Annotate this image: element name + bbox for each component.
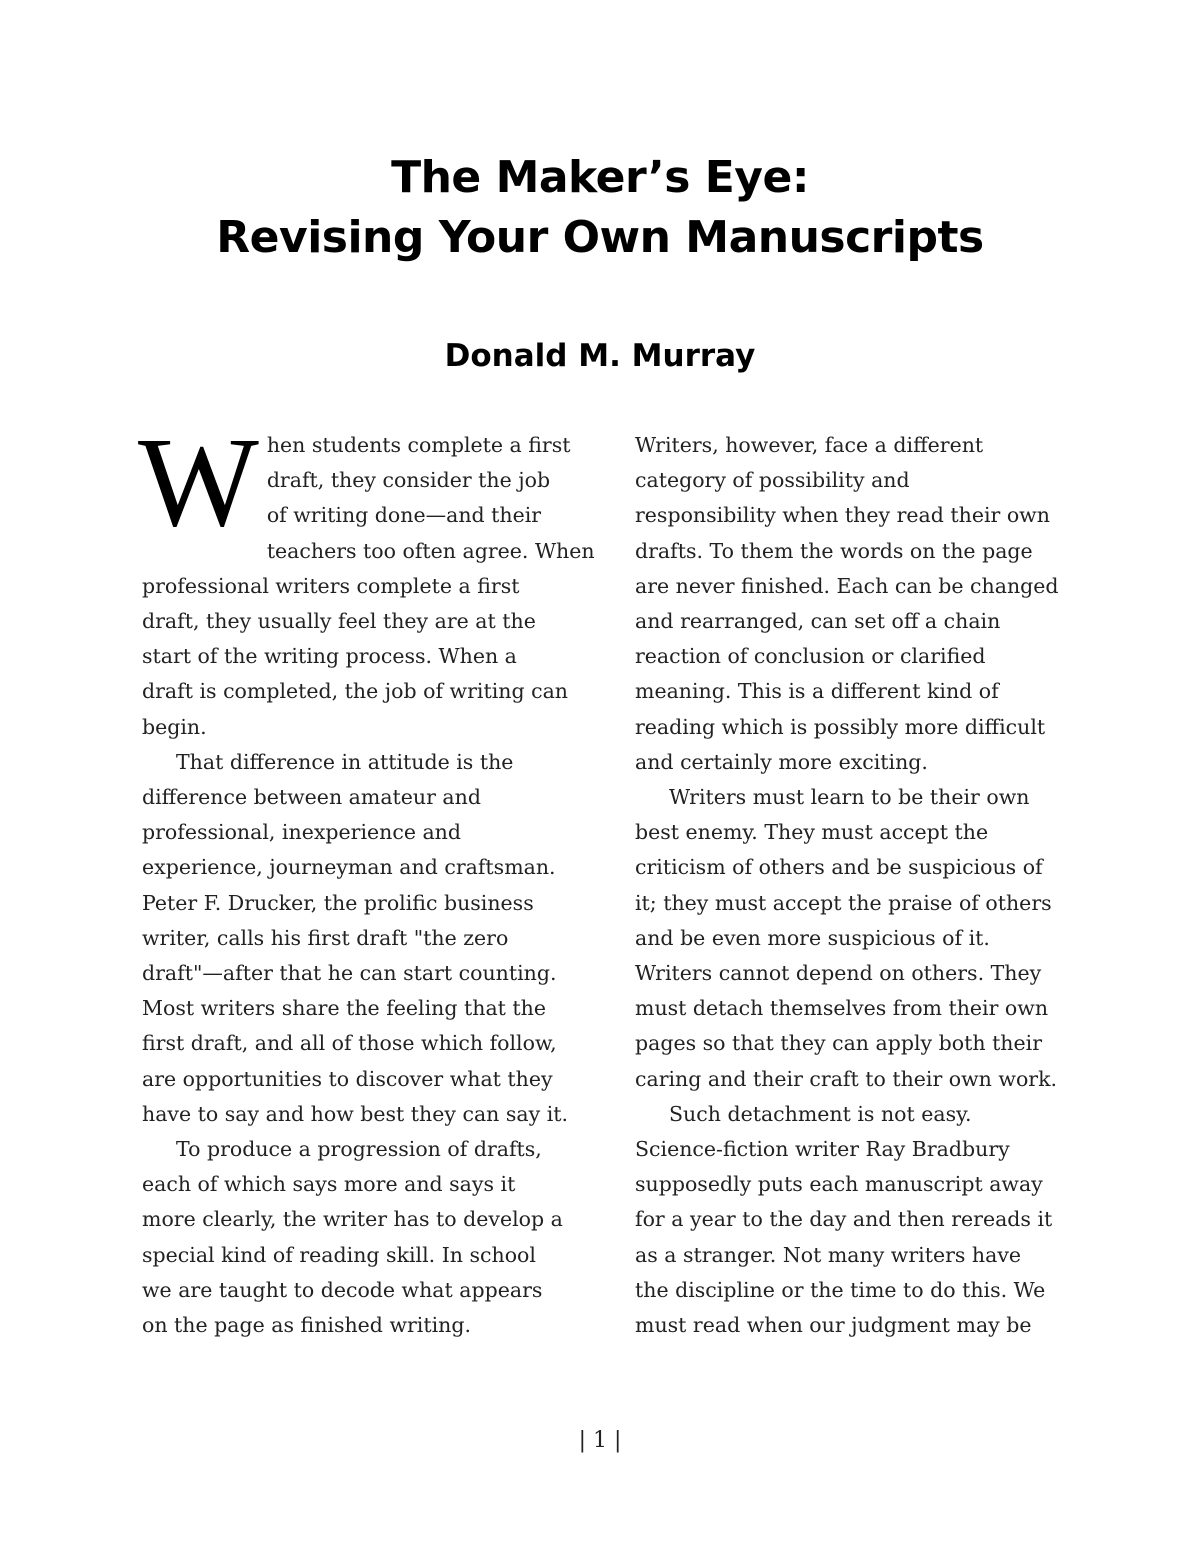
text-line: have to say and how best they can say it. [142,1101,569,1126]
text-line: pages so that they can apply both their [635,1031,1042,1056]
text-line: draft, they consider the job [266,468,551,493]
text-line: Most writers share the feeling that the [142,996,546,1021]
paragraph-1 [138,411,595,745]
text-line: the discipline or the time to do this. We [635,1277,1046,1302]
text-line: more clearly, the writer has to develop a [142,1207,563,1232]
text-line: Writers cannot depend on others. They [635,961,1042,986]
text-line: are opportunities to discover what they [142,1066,553,1091]
text-line: supposedly puts each manuscript away [635,1172,1043,1197]
page-number: | 1 | [578,1428,622,1453]
text-line: Writers, however, face a different [635,433,984,457]
page-title [0,148,1200,268]
text-line: best enemy. They must accept the [635,820,989,845]
text-line: start of the writing process. When a [142,644,517,669]
text-line: and be even more suspicious of it. [635,925,990,950]
paragraph-5 [635,780,1060,1097]
text-line: meaning. This is a different kind of [635,679,999,704]
text-line: professional, inexperience and [142,820,462,845]
text-line: caring and their craft to their own work. [635,1066,1058,1091]
text-line: To produce a progression of drafts, [176,1137,542,1162]
text-line: That difference in attitude is the [176,749,514,774]
text-line: category of possibility and [635,468,910,493]
text-line: it; they must accept the praise of others [635,890,1052,915]
text-line: must detach themselves from their own [635,996,1049,1021]
text-line: reading which is possibly more difficult [635,714,1046,739]
text-line: Such detachment is not easy. [669,1101,972,1126]
text-line: as a stranger. Not many writers have [635,1242,1022,1267]
left-column [138,411,595,1343]
text-line: draft, they usually feel they are at the [142,609,536,634]
drop-cap: W [138,411,259,553]
paragraph-2 [142,745,569,1132]
text-line: professional writers complete a first [142,573,520,598]
text-line: Writers must learn to be their own [669,785,1030,810]
text-line: Science-fiction writer Ray Bradbury [635,1137,1010,1162]
text-line: draft"—after that he can start counting. [142,961,557,986]
text-line: difference between amateur and [142,785,481,810]
text-line: each of which says more and says it [142,1172,516,1197]
text-line: and rearranged, can set off a chain [635,609,1001,634]
text-line: are never finished. Each can be changed [635,573,1059,598]
text-line: drafts. To them the words on the page [635,538,1033,563]
text-line: must read when our judgment may be [635,1313,1032,1338]
author-name: Donald M. Murray [444,338,756,374]
title-line-2: Revising Your Own Manuscripts [216,212,984,263]
paragraph-4 [635,428,1060,780]
text-line: teachers too often agree. When [266,538,595,563]
text-line: begin. [142,714,207,739]
right-column [635,428,1060,1343]
paragraph-6 [635,1097,1060,1343]
text-line: and certainly more exciting. [635,749,928,774]
text-line: on the page as finished writing. [142,1313,471,1338]
paragraph-3 [142,1132,562,1343]
text-line: reaction of conclusion or clarified [635,644,986,669]
text-line: draft is completed, the job of writing can [142,679,568,704]
text-line: writer, calls his first draft "the zero [142,925,509,950]
text-line: hen students complete a first [266,433,571,457]
text-line: we are taught to decode what appears [142,1277,543,1302]
text-line: special kind of reading skill. In school [142,1242,536,1267]
text-line: for a year to the day and then rereads it [635,1207,1053,1232]
text-line: experience, journeyman and craftsman. [142,855,556,880]
text-line: criticism of others and be suspicious of [635,855,1043,880]
text-line: Peter F. Drucker, the prolific business [142,890,534,915]
text-line: responsibility when they read their own [635,503,1050,528]
text-line: first draft, and all of those which follow, [142,1031,557,1056]
title-line-1: The Maker’s Eye: [391,152,809,203]
text-line: of writing done—and their [266,503,542,528]
